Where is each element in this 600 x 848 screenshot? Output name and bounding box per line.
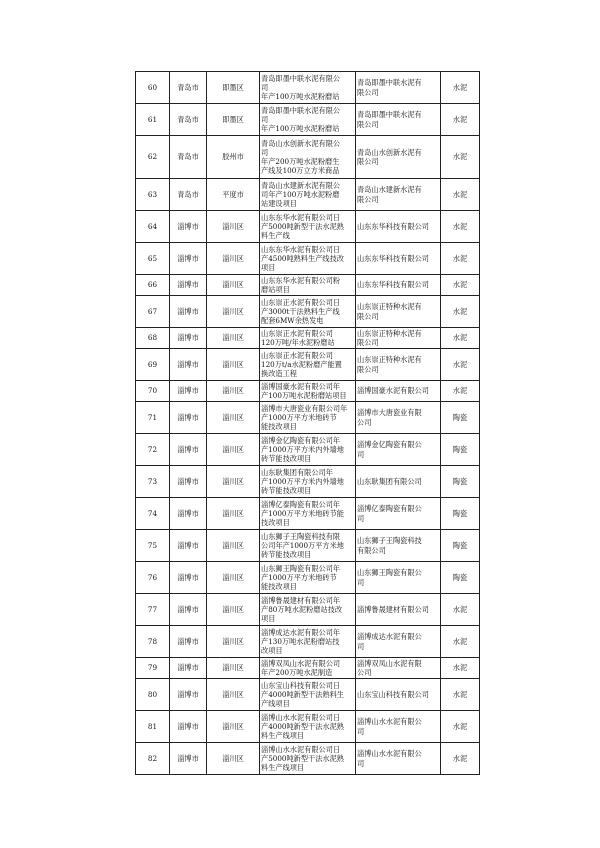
industry-cell: 水泥 xyxy=(441,136,480,179)
row-number: 60 xyxy=(136,72,170,104)
project-name-cell: 山东东华水泥有限公司日 产5000吨新型干法水泥熟 料生产线 xyxy=(260,211,356,243)
project-table xyxy=(135,71,480,775)
company-cell: 淄博金亿陶瓷有限公 司 xyxy=(356,434,441,466)
industry-cell: 水泥 xyxy=(441,179,480,211)
industry-cell: 陶瓷 xyxy=(441,402,480,434)
company-cell: 山东狮子王陶瓷科技 有限公司 xyxy=(356,530,441,562)
city-cell: 淄博市 xyxy=(170,562,207,594)
company-cell: 淄博双凤山水泥有限 公司 xyxy=(356,658,441,679)
district-cell: 淄川区 xyxy=(207,562,260,594)
table-row xyxy=(136,626,480,658)
city-cell: 青岛市 xyxy=(170,72,207,104)
company-cell: 山东耿集团有限公司 xyxy=(356,466,441,498)
district-cell: 即墨区 xyxy=(207,104,260,136)
row-number: 66 xyxy=(136,275,170,296)
city-cell: 淄博市 xyxy=(170,243,207,275)
city-cell: 青岛市 xyxy=(170,104,207,136)
project-name-cell: 青岛即墨中联水泥有限公 司 年产100万吨水泥粉磨站 xyxy=(260,104,356,136)
city-cell: 淄博市 xyxy=(170,349,207,381)
industry-cell: 陶瓷 xyxy=(441,434,480,466)
city-cell: 淄博市 xyxy=(170,743,207,775)
district-cell: 淄川区 xyxy=(207,530,260,562)
project-name-cell: 青岛山水建新水泥有限公 司年产100万吨水泥粉磨 站建设项目 xyxy=(260,179,356,211)
city-cell: 淄博市 xyxy=(170,626,207,658)
row-number: 61 xyxy=(136,104,170,136)
industry-cell: 水泥 xyxy=(441,626,480,658)
city-cell: 淄博市 xyxy=(170,211,207,243)
table-row xyxy=(136,275,480,296)
city-cell: 淄博市 xyxy=(170,296,207,328)
district-cell: 淄川区 xyxy=(207,296,260,328)
table-row xyxy=(136,72,480,104)
company-cell: 青岛即墨中联水泥有 限公司 xyxy=(356,72,441,104)
table-row xyxy=(136,179,480,211)
industry-cell: 水泥 xyxy=(441,211,480,243)
city-cell: 淄博市 xyxy=(170,594,207,626)
district-cell: 淄川区 xyxy=(207,434,260,466)
table-row xyxy=(136,498,480,530)
company-cell: 山东东华科技有限公司 xyxy=(356,243,441,275)
industry-cell: 水泥 xyxy=(441,381,480,402)
industry-cell: 水泥 xyxy=(441,328,480,349)
project-name-cell: 山东崇正水泥有限公司 120万t/a水泥粉磨产能置 换改造工程 xyxy=(260,349,356,381)
row-number: 68 xyxy=(136,328,170,349)
row-number: 69 xyxy=(136,349,170,381)
company-cell: 淄博市大唐瓷业有限 公司 xyxy=(356,402,441,434)
industry-cell: 陶瓷 xyxy=(441,466,480,498)
industry-cell: 陶瓷 xyxy=(441,498,480,530)
row-number: 78 xyxy=(136,626,170,658)
city-cell: 淄博市 xyxy=(170,466,207,498)
industry-cell: 水泥 xyxy=(441,711,480,743)
project-name-cell: 山东狮子王陶瓷科技有限 公司年产1000万平方米地 砖节能技改项目 xyxy=(260,530,356,562)
city-cell: 淄博市 xyxy=(170,381,207,402)
project-name-cell: 淄博市大唐瓷业有限公司年 产1000万平方米地砖节 能技改项目 xyxy=(260,402,356,434)
industry-cell: 陶瓷 xyxy=(441,530,480,562)
industry-cell: 水泥 xyxy=(441,243,480,275)
city-cell: 淄博市 xyxy=(170,275,207,296)
table-row xyxy=(136,594,480,626)
project-name-cell: 山东狮王陶瓷有限公司年 产1000万平方米地砖节 能技改项目 xyxy=(260,562,356,594)
table-row xyxy=(136,381,480,402)
company-cell: 淄博亿泰陶瓷有限公 司 xyxy=(356,498,441,530)
city-cell: 淄博市 xyxy=(170,498,207,530)
project-name-cell: 淄博国豪水泥有限公司年 产100万吨水泥粉磨站项目 xyxy=(260,381,356,402)
district-cell: 即墨区 xyxy=(207,72,260,104)
district-cell: 淄川区 xyxy=(207,466,260,498)
district-cell: 胶州市 xyxy=(207,136,260,179)
industry-cell: 水泥 xyxy=(441,743,480,775)
industry-cell: 水泥 xyxy=(441,594,480,626)
company-cell: 淄博山水水泥有限公 司 xyxy=(356,743,441,775)
table-row xyxy=(136,243,480,275)
industry-cell: 水泥 xyxy=(441,275,480,296)
company-cell: 山东东华科技有限公司 xyxy=(356,275,441,296)
city-cell: 青岛市 xyxy=(170,136,207,179)
row-number: 63 xyxy=(136,179,170,211)
company-cell: 山东崇正特种水泥有 限公司 xyxy=(356,328,441,349)
industry-cell: 水泥 xyxy=(441,104,480,136)
industry-cell: 水泥 xyxy=(441,679,480,711)
project-name-cell: 山东东华水泥有限公司日 产4500吨熟料生产线技改 项目 xyxy=(260,243,356,275)
city-cell: 淄博市 xyxy=(170,328,207,349)
table-row xyxy=(136,711,480,743)
company-cell: 青岛即墨中联水泥有 限公司 xyxy=(356,104,441,136)
industry-cell: 水泥 xyxy=(441,349,480,381)
table-body xyxy=(136,72,480,775)
project-name-cell: 淄博成达水泥有限公司年 产130万吨水泥粉磨站技 改项目 xyxy=(260,626,356,658)
district-cell: 平度市 xyxy=(207,179,260,211)
city-cell: 淄博市 xyxy=(170,434,207,466)
row-number: 65 xyxy=(136,243,170,275)
row-number: 64 xyxy=(136,211,170,243)
row-number: 75 xyxy=(136,530,170,562)
project-name-cell: 淄博金亿陶瓷有限公司年 产1000万平方米内外墙地 砖节能技改项目 xyxy=(260,434,356,466)
company-cell: 淄博山水水泥有限公 司 xyxy=(356,711,441,743)
district-cell: 淄川区 xyxy=(207,381,260,402)
project-name-cell: 山东崇正水泥有限公司 120万吨/年水泥粉磨站 xyxy=(260,328,356,349)
district-cell: 淄川区 xyxy=(207,711,260,743)
district-cell: 淄川区 xyxy=(207,243,260,275)
city-cell: 淄博市 xyxy=(170,658,207,679)
row-number: 81 xyxy=(136,711,170,743)
district-cell: 淄川区 xyxy=(207,626,260,658)
row-number: 82 xyxy=(136,743,170,775)
project-name-cell: 山东东华水泥有限公司粉 磨站项目 xyxy=(260,275,356,296)
row-number: 72 xyxy=(136,434,170,466)
row-number: 71 xyxy=(136,402,170,434)
project-name-cell: 淄博山水水泥有限公司日 产5000吨新型干法水泥熟 料生产线项目 xyxy=(260,743,356,775)
district-cell: 淄川区 xyxy=(207,349,260,381)
table-row xyxy=(136,679,480,711)
table-row xyxy=(136,328,480,349)
district-cell: 淄川区 xyxy=(207,594,260,626)
row-number: 77 xyxy=(136,594,170,626)
district-cell: 淄川区 xyxy=(207,402,260,434)
district-cell: 淄川区 xyxy=(207,498,260,530)
city-cell: 淄博市 xyxy=(170,530,207,562)
company-cell: 山东崇正特种水泥有 限公司 xyxy=(356,349,441,381)
row-number: 76 xyxy=(136,562,170,594)
company-cell: 山东崇正特种水泥有 限公司 xyxy=(356,296,441,328)
project-name-cell: 山东耿集团有限公司年 产1000万平方米内外墙地 砖节能技改项目 xyxy=(260,466,356,498)
project-name-cell: 山东崇正水泥有限公司日 产3000t干法熟料生产线 配套6MW余热发电 xyxy=(260,296,356,328)
district-cell: 淄川区 xyxy=(207,679,260,711)
district-cell: 淄川区 xyxy=(207,743,260,775)
company-cell: 淄博鲁晟建材有限公司 xyxy=(356,594,441,626)
table-row xyxy=(136,349,480,381)
table-row xyxy=(136,434,480,466)
table-row xyxy=(136,211,480,243)
project-name-cell: 淄博双凤山水泥有限公司 年产200万吨水泥制造 xyxy=(260,658,356,679)
industry-cell: 陶瓷 xyxy=(441,562,480,594)
row-number: 70 xyxy=(136,381,170,402)
district-cell: 淄川区 xyxy=(207,328,260,349)
project-name-cell: 青岛即墨中联水泥有限公 司 年产100万吨水泥粉磨站 xyxy=(260,72,356,104)
industry-cell: 水泥 xyxy=(441,72,480,104)
project-name-cell: 淄博鲁晟建材有限公司年 产80万吨水泥粉磨站技改 项目 xyxy=(260,594,356,626)
industry-cell: 水泥 xyxy=(441,658,480,679)
row-number: 80 xyxy=(136,679,170,711)
company-cell: 青岛山水创新水泥有 限公司 xyxy=(356,136,441,179)
city-cell: 淄博市 xyxy=(170,711,207,743)
row-number: 79 xyxy=(136,658,170,679)
project-name-cell: 淄博山水水泥有限公司日 产4000吨新型干法水泥熟 料生产线项目 xyxy=(260,711,356,743)
industry-cell: 水泥 xyxy=(441,296,480,328)
company-cell: 淄博成达水泥有限公 司 xyxy=(356,626,441,658)
project-name-cell: 淄博亿泰陶瓷有限公司年 产1000万平方米地砖节能 技改项目 xyxy=(260,498,356,530)
project-name-cell: 山东宝山科技有限公司日 产4000吨新型干法熟料生 产线项目 xyxy=(260,679,356,711)
table-row xyxy=(136,402,480,434)
city-cell: 淄博市 xyxy=(170,402,207,434)
table-row xyxy=(136,530,480,562)
table-row xyxy=(136,296,480,328)
table-row xyxy=(136,562,480,594)
project-name-cell: 青岛山水创新水泥有限公 司 年产200万吨水泥粉磨生 产线及100万立方米商品 xyxy=(260,136,356,179)
company-cell: 青岛山水建新水泥有 限公司 xyxy=(356,179,441,211)
row-number: 67 xyxy=(136,296,170,328)
district-cell: 淄川区 xyxy=(207,658,260,679)
table-row xyxy=(136,466,480,498)
company-cell: 山东狮王陶瓷有限公 司 xyxy=(356,562,441,594)
row-number: 73 xyxy=(136,466,170,498)
district-cell: 淄川区 xyxy=(207,211,260,243)
city-cell: 淄博市 xyxy=(170,679,207,711)
table-row xyxy=(136,743,480,775)
city-cell: 青岛市 xyxy=(170,179,207,211)
row-number: 62 xyxy=(136,136,170,179)
table-row xyxy=(136,104,480,136)
company-cell: 山东东华科技有限公司 xyxy=(356,211,441,243)
company-cell: 淄博国豪水泥有限公司 xyxy=(356,381,441,402)
company-cell: 山东宝山科技有限公司 xyxy=(356,679,441,711)
row-number: 74 xyxy=(136,498,170,530)
table-row xyxy=(136,658,480,679)
district-cell: 淄川区 xyxy=(207,275,260,296)
table-row xyxy=(136,136,480,179)
